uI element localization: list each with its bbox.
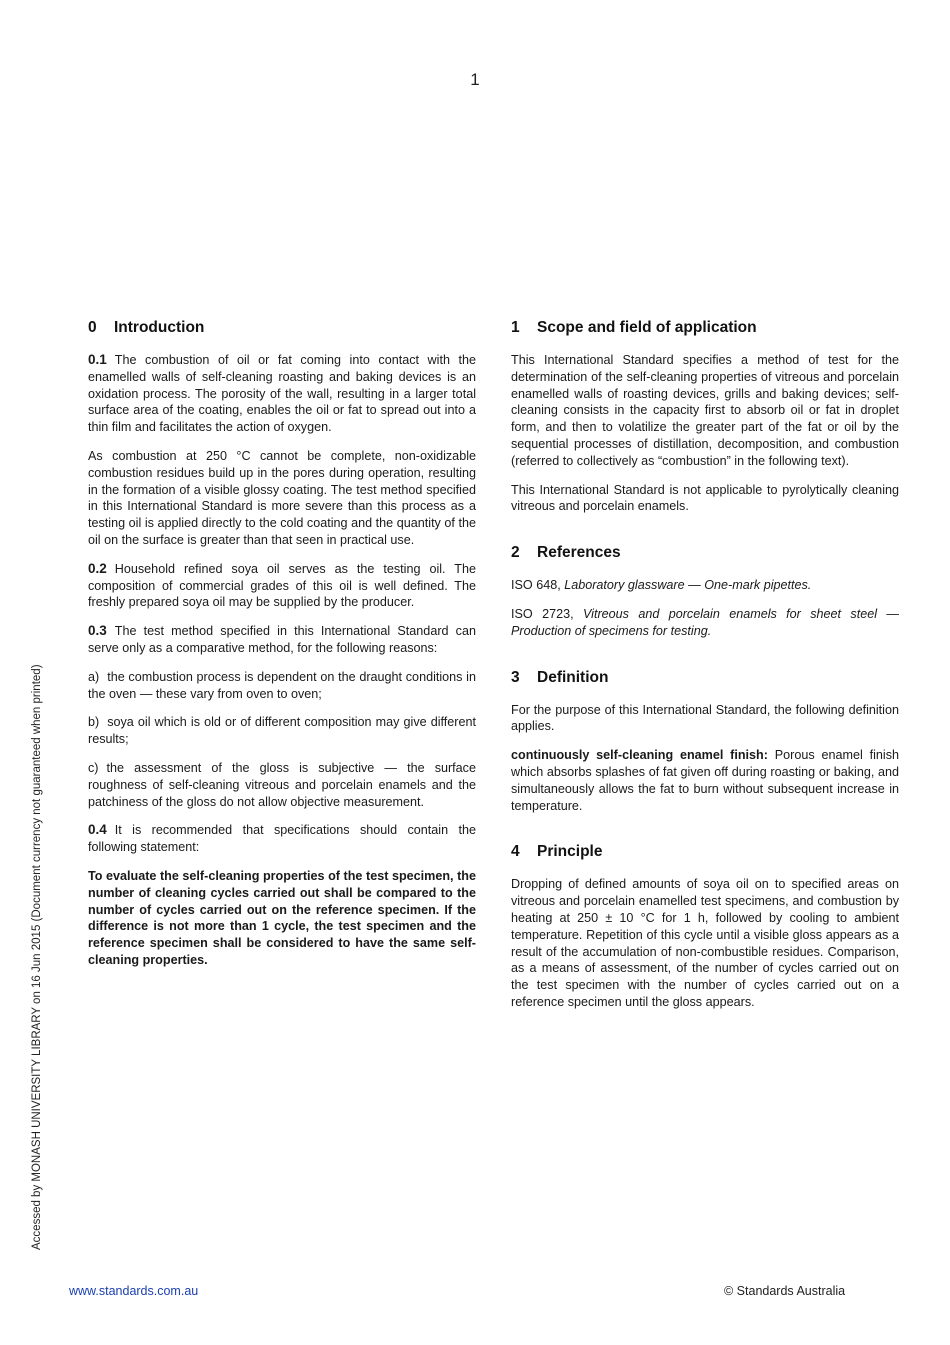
section-heading-scope xyxy=(511,316,899,340)
reference-code: ISO 2723, xyxy=(511,606,574,621)
reference-iso-648 xyxy=(511,577,899,594)
section-number: 0 xyxy=(88,319,97,336)
section-number: 2 xyxy=(511,544,520,562)
scope-paragraph-2: This International Standard is not applicable to pyrolytically cleaning vitreous and porcelain enamels. xyxy=(511,482,899,514)
clause-0-2 xyxy=(88,561,476,611)
list-label: b) xyxy=(88,715,100,730)
right-column xyxy=(511,316,899,1023)
clause-number: 0.1 xyxy=(88,352,107,367)
reference-code: ISO 648, xyxy=(511,578,561,593)
section-number: 3 xyxy=(511,668,520,686)
recommended-statement: To evaluate the self-cleaning properties of the test specimen, the number of cleaning cycles carried out shall be compared to the number of cycles carried out on the reference specimen. If the difference is not more than 1 cycle, the test specimen and the reference specimen shall be considered to have the same self-cleaning properties. xyxy=(88,868,476,967)
list-label: a) xyxy=(88,669,100,684)
definition-entry xyxy=(511,747,899,814)
principle-paragraph: Dropping of defined amounts of soya oil on to specified areas on vitreous and porcelain enamelled test specimens, and combustion by heating at 250 ± 10 °C for 1 h, followed by cooling to ambient temperature. Repetition of this cycle until a visible gloss appears as a result of the accumulation of non-combustible residues. Comparison, as a means of assessment, of the number of cycles carried out on the test specimen with the number of cycles carried out on a reference specimen until the gloss appears. xyxy=(511,877,899,1009)
clause-0-1 xyxy=(88,352,476,436)
clause-text: The test method specified in this International Standard can serve only as a comparative method, for the following reasons: xyxy=(88,624,476,655)
section-heading-definition xyxy=(511,666,899,690)
clause-0-4 xyxy=(88,822,476,856)
page-number: 1 xyxy=(470,70,480,89)
list-text: the assessment of the gloss is subjective — the surface roughness of self-cleaning vitreous and porcelain enamels and the patchiness of the gloss do not allow objective measurement. xyxy=(88,760,476,809)
section-title: Definition xyxy=(537,668,609,686)
clause-number: 0.2 xyxy=(88,560,107,576)
clause-0-1-paragraph-2: As combustion at 250 °C cannot be complete, non-oxidizable combustion residues build up in the pores during operation, resulting in the formation of a visible glossy coating. The test method specified in this International Standard is more severe than this process as a testing oil is applied directly to the cold coating and the quantity of the oil on the surface is greater than that seen in practical use. xyxy=(88,448,476,547)
section-heading-references xyxy=(511,541,899,565)
access-watermark-note: Accessed by MONASH UNIVERSITY LIBRARY on 16 Jun 2015 (Document currency not guaranteed when printed) xyxy=(31,664,43,1250)
reference-iso-2723 xyxy=(511,606,899,640)
left-column xyxy=(88,316,476,981)
reference-title: Vitreous and porcelain enamels for sheet steel — Production of specimens for testing. xyxy=(511,606,900,638)
list-text: the combustion process is dependent on the draught conditions in the oven — these vary from oven to oven; xyxy=(88,669,476,701)
clause-0-3 xyxy=(88,623,476,657)
section-title: Principle xyxy=(537,843,603,861)
section-number: 4 xyxy=(511,843,520,861)
copyright-notice: © Standards Australia xyxy=(724,1284,846,1298)
clause-text: The combustion of oil or fat coming into contact with the enamelled walls of self-cleaning roasting and baking devices is an oxidation process. The porosity of the wall, resulting in a larger total surface area of the coating, enables the oil or fat to spread out into a thin film and facilitates the action of oxygen. xyxy=(88,353,476,435)
section-heading-principle xyxy=(511,840,899,864)
list-item-b xyxy=(88,714,476,748)
definition-term: continuously self-cleaning enamel finish: xyxy=(511,748,768,763)
clause-text: Household refined soya oil serves as the testing oil. The composition of commercial grades of this oil is well defined. The freshly prepared soya oil may be supplied by the producer. xyxy=(88,561,476,610)
section-title: References xyxy=(537,544,621,562)
clause-number: 0.3 xyxy=(88,623,107,639)
section-heading-introduction xyxy=(88,316,476,340)
scope-paragraph-1: This International Standard specifies a method of test for the determination of the self-cleaning properties of vitreous and porcelain enamelled walls of roasting devices, grills and baking devices; self-cleaning consists in the capacity first to absorb oil or fat in droplet form, and then to volatilize the greater part of the fat or oil by the sequential processes of distillation, decomposition, and combustion (referred to collectively as “combustion” in the following text). xyxy=(511,353,899,468)
section-number: 1 xyxy=(511,319,520,336)
section-title: Introduction xyxy=(114,319,205,336)
clause-number: 0.4 xyxy=(88,822,107,838)
list-item-a xyxy=(88,669,476,703)
website-link[interactable]: www.standards.com.au xyxy=(69,1284,199,1298)
section-title: Scope and field of application xyxy=(537,319,757,336)
definition-intro: For the purpose of this International Standard, the following definition applies. xyxy=(511,702,899,734)
list-label: c) xyxy=(88,760,99,775)
clause-text: It is recommended that specifications should contain the following statement: xyxy=(88,823,476,855)
reference-title: Laboratory glassware — One-mark pipettes. xyxy=(564,578,812,593)
list-text: soya oil which is old or of different composition may give different results; xyxy=(88,715,476,747)
definition-text: Porous enamel finish which absorbs splashes of fat given off during roasting or baking, and simultaneously allows the fat to burn without subsequent increase in temperature. xyxy=(511,748,899,813)
list-item-c xyxy=(88,760,476,810)
